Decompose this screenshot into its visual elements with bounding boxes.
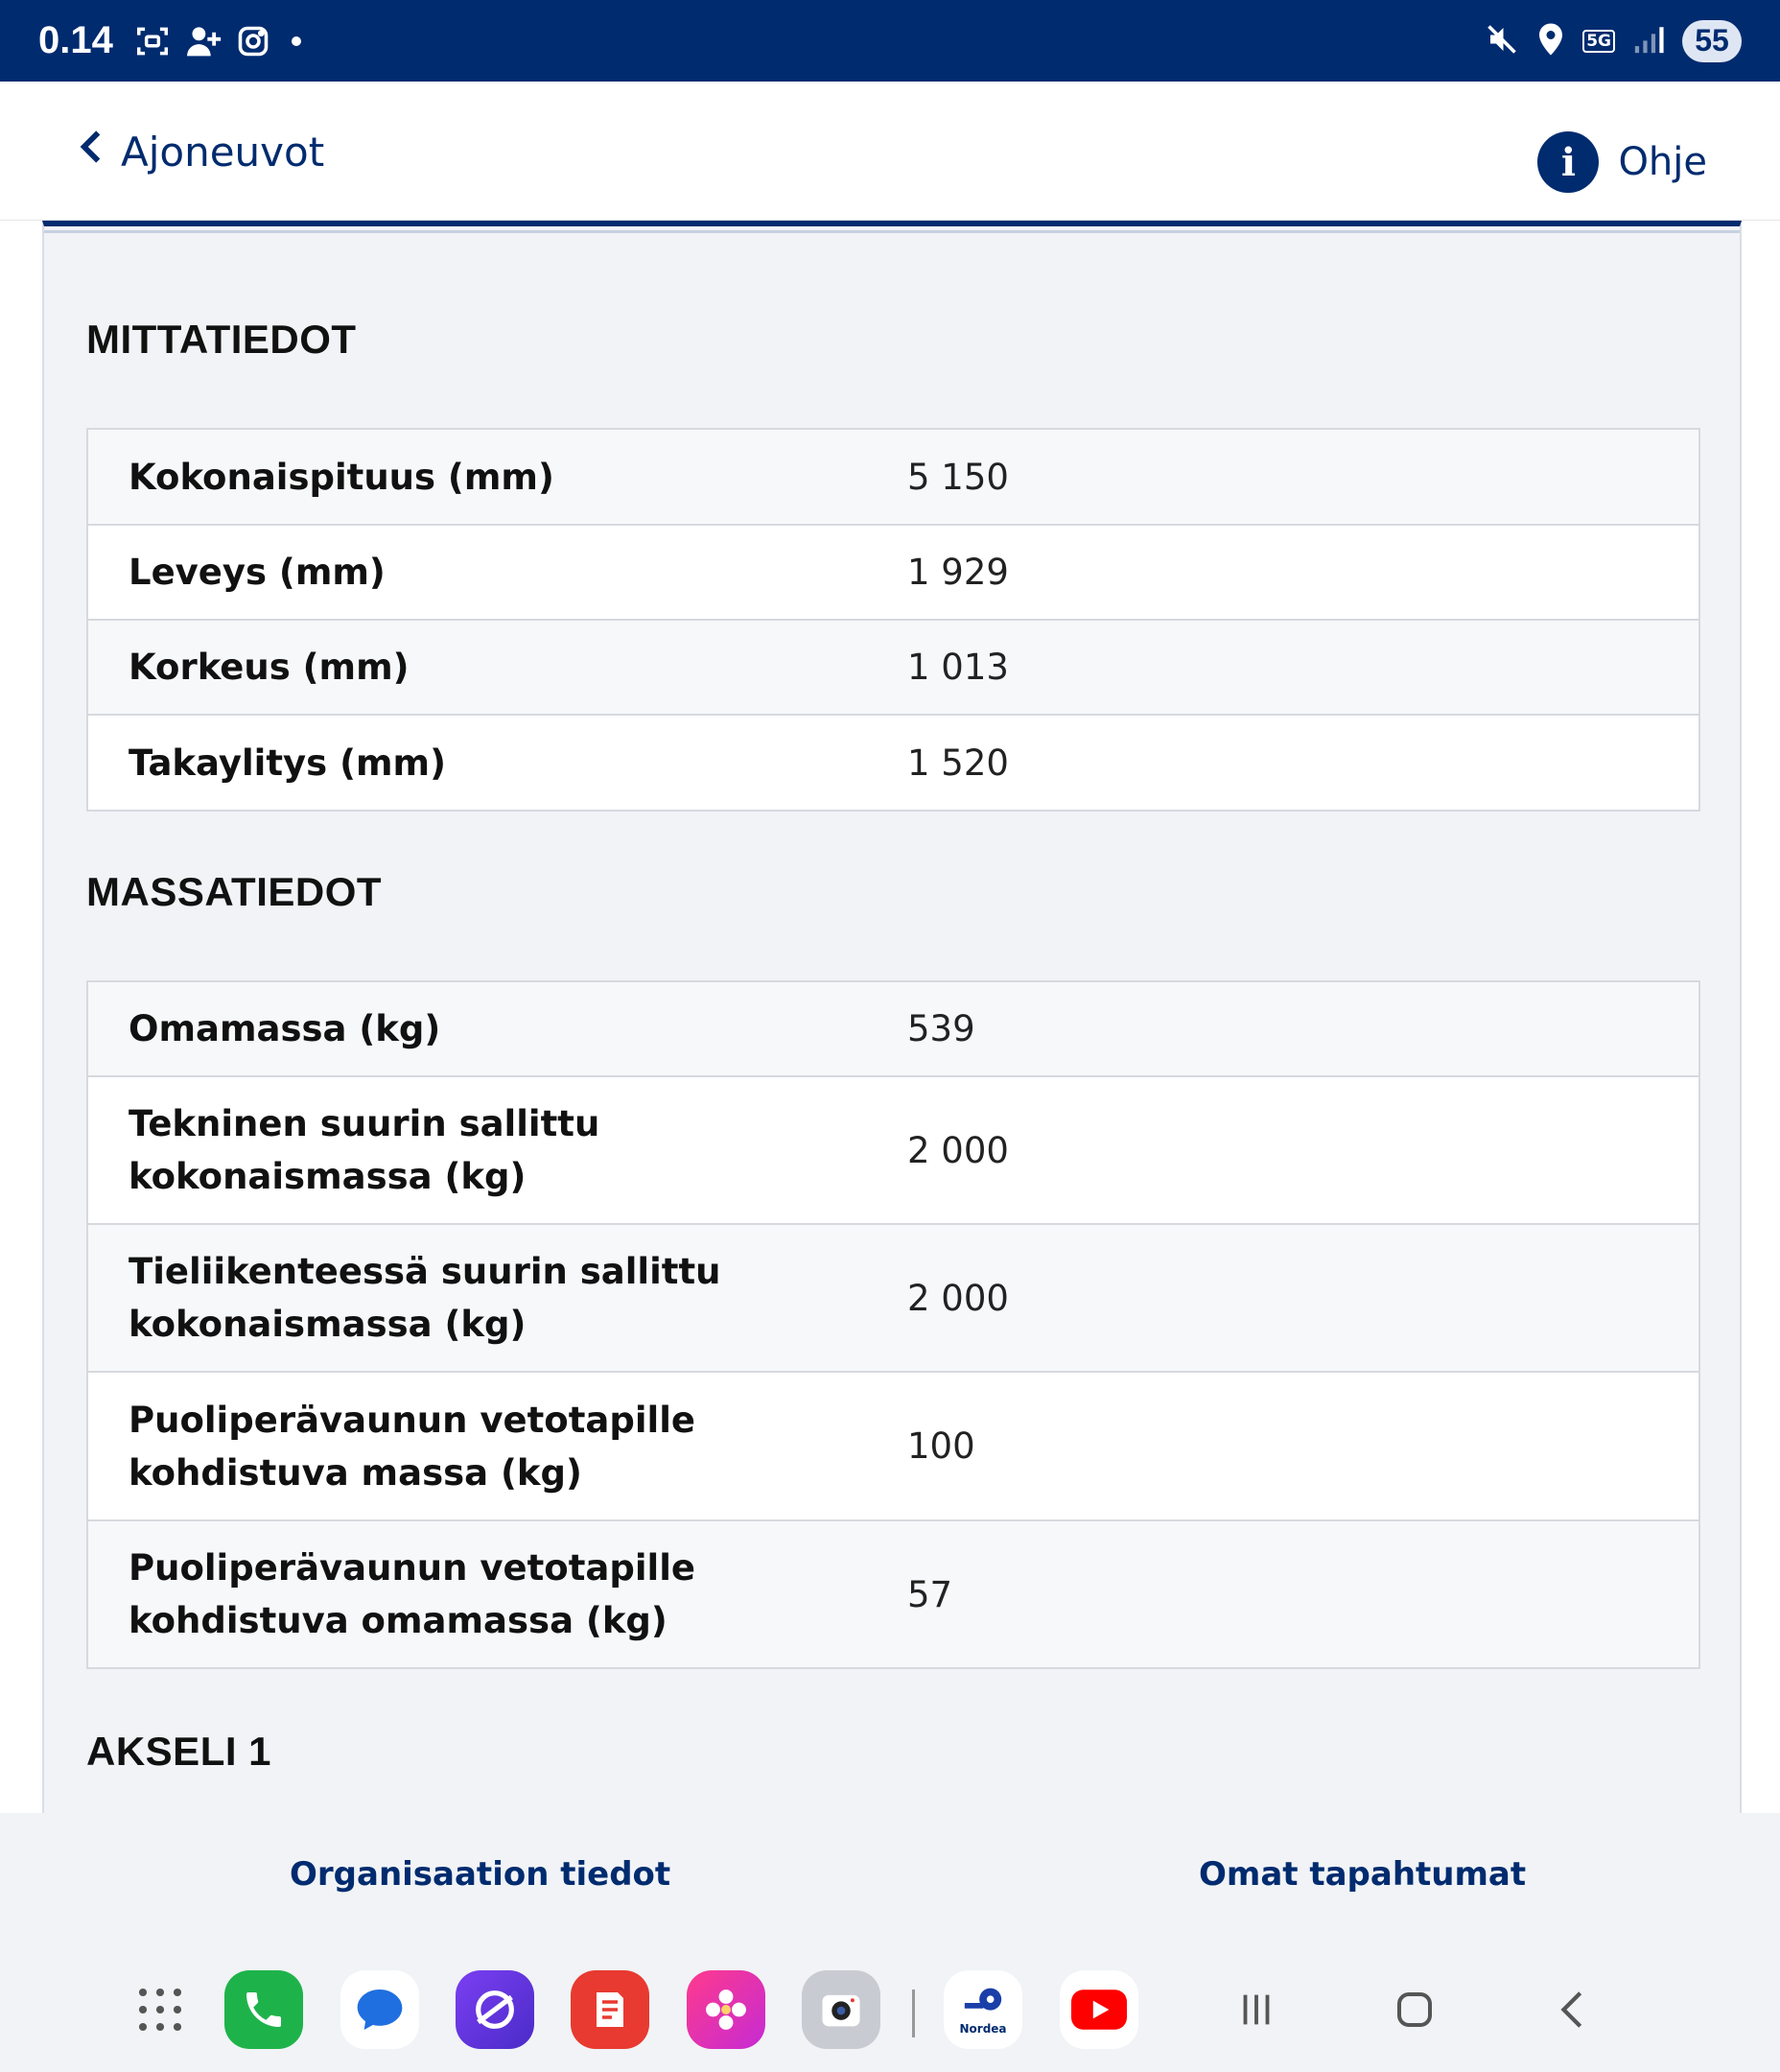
dock-divider: [912, 1990, 915, 2037]
status-bar: [0, 0, 1780, 82]
help-button[interactable]: [1537, 131, 1707, 193]
organisation-info-link[interactable]: Organisaation tiedot: [290, 1855, 671, 1894]
gallery-icon[interactable]: [687, 1970, 765, 2049]
row-label: Tieliikenteessä suurin sallittu kokonaismassa (kg): [129, 1251, 721, 1345]
app-header: [0, 82, 1780, 221]
mute-icon: [1485, 22, 1519, 60]
help-label: Ohje: [1618, 140, 1707, 184]
notes-icon[interactable]: [571, 1970, 649, 2049]
row-value: 1 520: [907, 742, 1009, 784]
row-label: Puoliperävaunun vetotapille kohdistuva massa (kg): [129, 1399, 695, 1494]
section-title-mittatiedot: MITTATIEDOT: [86, 317, 357, 362]
phone-icon[interactable]: [224, 1970, 303, 2049]
table-row: [88, 430, 1698, 526]
row-value: 2 000: [907, 1277, 1009, 1319]
chevron-left-icon: [79, 128, 104, 176]
table-row: [88, 716, 1698, 810]
dimensions-table: [86, 428, 1700, 812]
status-time: 0.14: [38, 19, 113, 61]
network-type-icon: 5G: [1582, 30, 1615, 53]
info-icon: i: [1537, 131, 1599, 193]
table-row: [88, 1373, 1698, 1521]
row-label: Puoliperävaunun vetotapille kohdistuva omamassa (kg): [129, 1547, 695, 1641]
screenshot-icon: [134, 23, 171, 59]
signal-strength-icon: [1632, 23, 1665, 59]
row-label: Korkeus (mm): [129, 647, 410, 688]
youtube-icon[interactable]: [1060, 1970, 1138, 2049]
table-row: [88, 1521, 1698, 1667]
internet-icon[interactable]: [456, 1970, 534, 2049]
row-label: Kokonaispituus (mm): [129, 456, 554, 498]
recent-apps-button[interactable]: [1223, 1976, 1290, 2043]
add-contact-icon: [184, 23, 222, 59]
table-row: [88, 1225, 1698, 1373]
location-icon: [1536, 22, 1565, 60]
nordea-icon[interactable]: [944, 1970, 1022, 2049]
messages-icon[interactable]: [340, 1970, 419, 2049]
row-label: Tekninen suurin sallittu kokonaismassa (kg): [129, 1103, 600, 1197]
nordea-label: Nordea: [959, 2022, 1007, 2036]
status-notification-icons: [134, 23, 301, 59]
notification-dot-icon: [292, 36, 301, 46]
row-label: Takaylitys (mm): [129, 742, 446, 784]
row-value: 539: [907, 1008, 975, 1049]
camera-icon[interactable]: [802, 1970, 880, 2049]
own-events-link[interactable]: Omat tapahtumat: [1199, 1855, 1527, 1894]
row-value: 2 000: [907, 1129, 1009, 1171]
row-label: Omamassa (kg): [129, 1008, 441, 1049]
system-dock: [0, 1947, 1780, 2072]
vehicle-details-card: [42, 221, 1742, 1813]
status-system-icons: [1485, 20, 1742, 62]
table-row: [88, 982, 1698, 1077]
card-top-divider: [44, 230, 1740, 233]
home-button[interactable]: [1381, 1976, 1448, 2043]
back-label: Ajoneuvot: [121, 128, 325, 176]
battery-indicator: 55: [1682, 20, 1742, 62]
mass-table: [86, 980, 1700, 1669]
table-row: [88, 526, 1698, 621]
row-value: 100: [907, 1425, 975, 1467]
system-back-button[interactable]: [1539, 1976, 1606, 2043]
row-label: Leveys (mm): [129, 552, 386, 593]
table-row: [88, 1077, 1698, 1225]
row-value: 1 929: [907, 552, 1009, 593]
bottom-navigation-links: [0, 1813, 1780, 1947]
table-row: [88, 621, 1698, 716]
back-button[interactable]: [79, 128, 324, 176]
section-title-massatiedot: MASSATIEDOT: [86, 869, 383, 914]
row-value: 5 150: [907, 456, 1009, 498]
app-drawer-icon[interactable]: [121, 1970, 199, 2049]
content-scroll-area[interactable]: [0, 221, 1780, 1813]
row-value: 1 013: [907, 647, 1009, 688]
instagram-icon: [236, 24, 270, 59]
section-title-akseli: AKSELI 1: [86, 1729, 272, 1774]
row-value: 57: [907, 1573, 953, 1615]
